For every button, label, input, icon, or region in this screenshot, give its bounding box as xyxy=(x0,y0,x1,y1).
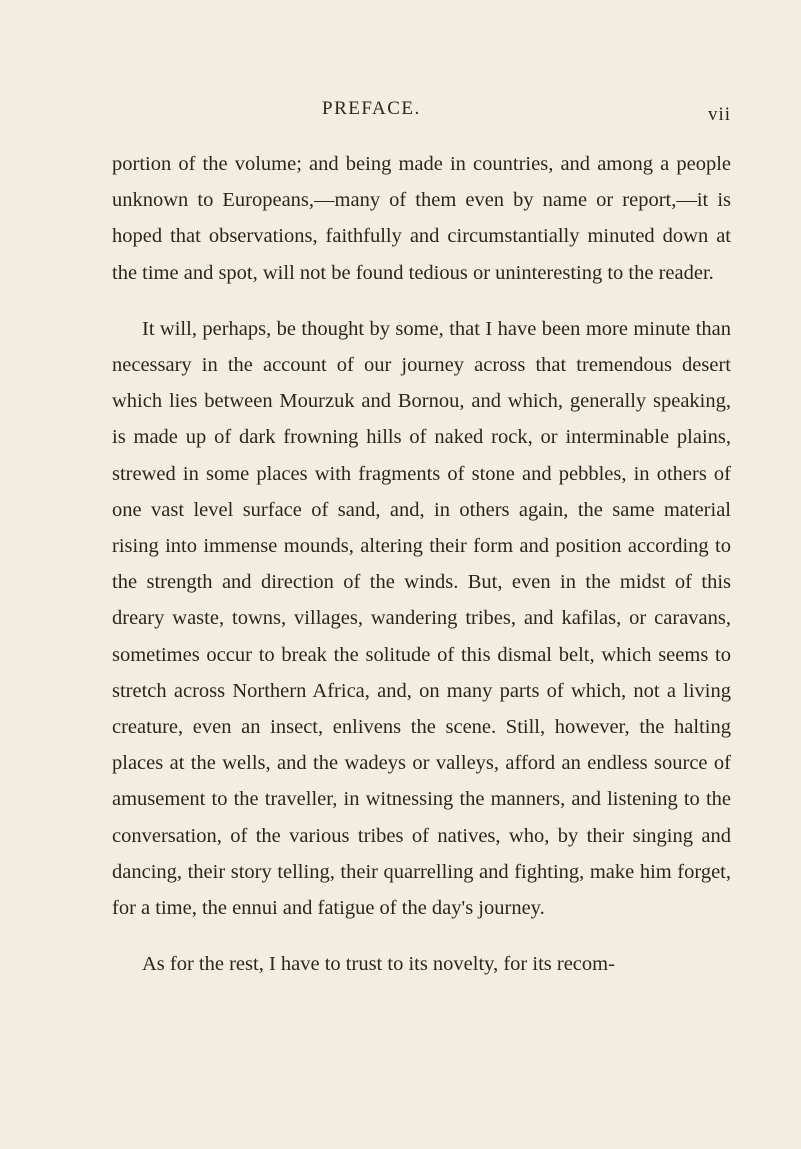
body-text xyxy=(112,146,731,982)
running-head xyxy=(0,98,801,128)
paragraph-closing: As for the rest, I have to trust to its novelty, for its recom- xyxy=(142,953,615,976)
paragraph-desert-journey: It will, perhaps, be thought by some, that I have been more minute than necessary in the account of our journey across that tremendous desert which lies between Mourzuk and Bornou, and which, generally speaking, is made up of dark frowning hills of naked rock, or interminable plains, strewed in some places with fragments of stone and pebbles, in others of one vast level surface of sand, and, in others again, the same material rising into immense mounds, altering their form and position according to the strength and direction of the winds. But, even in the midst of this dreary waste, towns, villages, wandering tribes, and kafilas, or caravans, sometimes occur to break the solitude of this dismal belt, which seems to stretch across Northern Africa, and, on many parts of which, not a living creature, even an insect, enlivens the scene. Still, however, the halting places at the wells, and the wadeys or valleys, afford an endless source of amusement to the traveller, in witnessing the manners, and listening to the conversation, of the various tribes of natives, who, by their singing and dancing, their story telling, their quarrelling and fighting, make him forget, for a time, the ennui and fatigue of the day's journey. xyxy=(112,317,731,920)
paragraph-continued: portion of the volume; and being made in countries, and among a people unknown to Europeans,—many of them even by name or report,—it is hoped that observations, faithfully and circumstantially minuted down at the time and spot, will not be found tedious or uninteresting to the reader. xyxy=(112,153,731,284)
page-number: vii xyxy=(708,104,732,125)
running-title: PREFACE. xyxy=(322,98,421,119)
